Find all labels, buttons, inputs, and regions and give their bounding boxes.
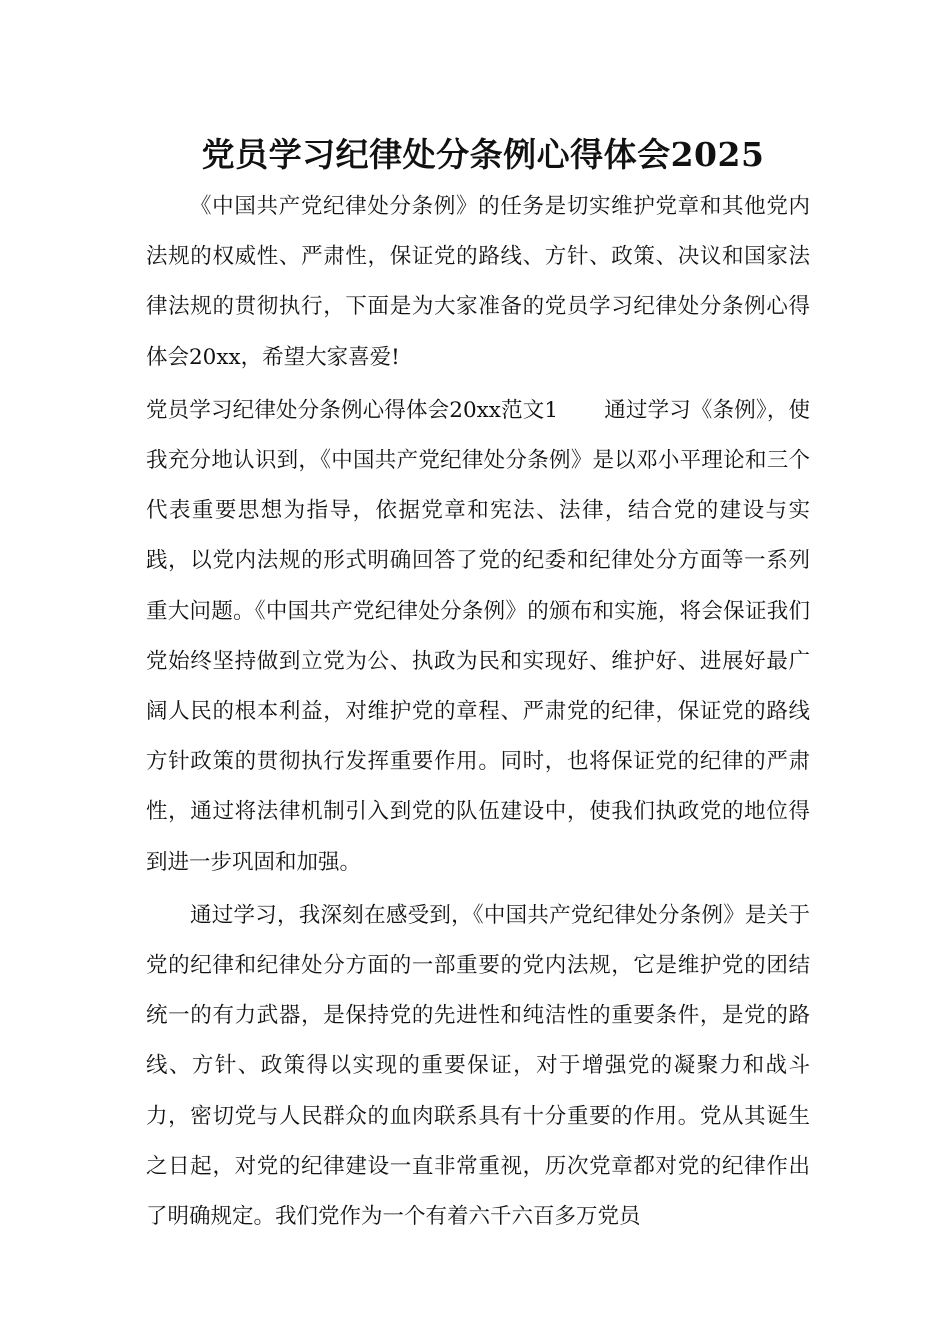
paragraph-2: 通过学习，我深刻在感受到，《中国共产党纪律处分条例》是关于党的纪律和纪律处分方面的一部重要的党内法规，它是维护党的团结统一的有力武器，是保持党的先进性和纯洁性的重要条件，是党的路线、方针、政策得以实现的重要保证，对于增强党的凝聚力和战斗力，密切党与人民群众的血肉联系具有十分重要的作用。党从其诞生之日起，对党的纪律建设一直非常重视，历次党章都对党的纪律作出了明确规定。我们党作为一个有着六千六百多万党员 bbox=[146, 902, 810, 1230]
section-heading: 党员学习纪律处分条例心得体会20xx范文1 bbox=[146, 397, 559, 423]
intro-paragraph: 《中国共产党纪律处分条例》的任务是切实维护党章和其他党内法规的权威性、严肃性，保证党的路线、方针、政策、决议和国家法律法规的贯彻执行，下面是为大家准备的党员学习纪律处分条例心得体会20xx，希望大家喜爱! bbox=[146, 194, 810, 370]
section-paragraph-1 bbox=[146, 386, 810, 888]
paragraph-1-text: 通过学习《条例》，使我充分地认识到，《中国共产党纪律处分条例》是以邓小平理论和三个代表重要思想为指导，依据党章和宪法、法律，结合党的建设与实践，以党内法规的形式明确回答了党的纪委和纪律处分方面等一系列重大问题。《中国共产党纪律处分条例》的颁布和实施，将会保证我们党始终坚持做到立党为公、执政为民和实现好、维护好、进展好最广阔人民的根本利益，对维护党的章程、严肃党的纪律，保证党的路线方针政策的贯彻执行发挥重要作用。同时，也将保证党的纪律的严肃性，通过将法律机制引入到党的队伍建设中，使我们执政党的地位得到进一步巩固和加强。 bbox=[146, 397, 810, 875]
document-title: 党员学习纪律处分条例心得体会2025 bbox=[201, 135, 765, 174]
